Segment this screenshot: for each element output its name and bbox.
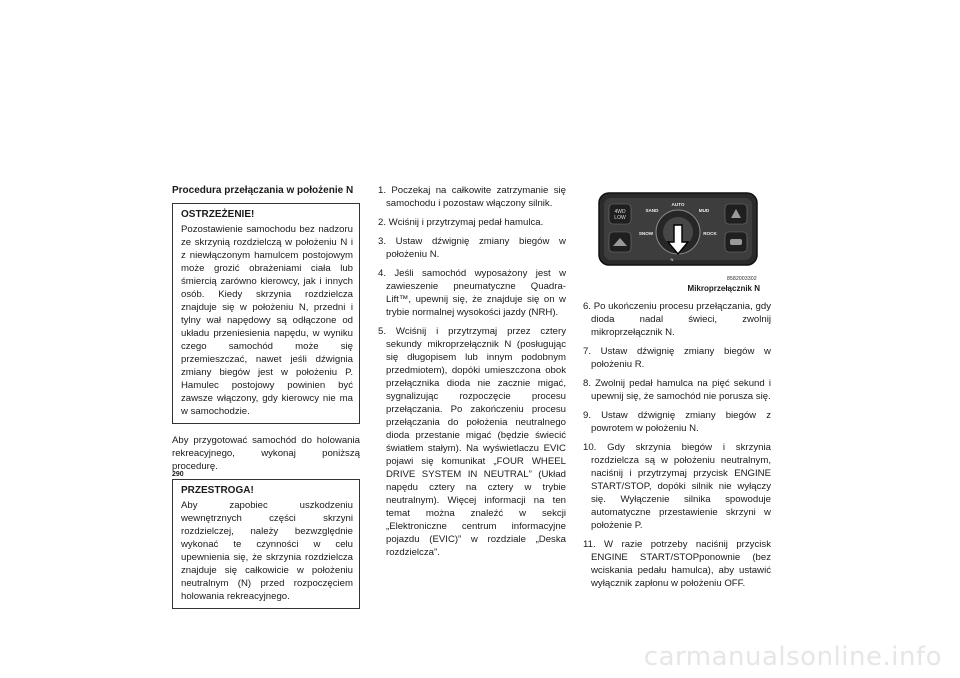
step-10: 10. Gdy skrzynia biegów i skrzynia rozdzielcza są w położeniu neutralnym, naciśnij i przytrzymaj przycisk ENGINE START/STOP, dopóki silnik nie wyłączy się. Wyłączenie silnika spowoduje automatyczne przestawienie skrzyni w położenie P. <box>583 442 771 531</box>
step-4: 4. Jeśli samochód wyposażony jest w zawieszenie pneumatyczne Quadra-Lift™, upewnij się, że znajduje się on w trybie normalnej wysokości jazdy (NRH). <box>378 268 566 318</box>
step-11: 11. W razie potrzeby naciśnij przycisk ENGINE START/STOPponownie (bez wciskania pedału hamulca), aby ustawić wyłącznik zapłonu w położeniu OFF. <box>583 539 771 589</box>
step-3: 3. Ustaw dźwignię zmiany biegów w położeniu N. <box>378 236 566 260</box>
mud-label: MUD <box>698 208 710 213</box>
low-label: LOW <box>614 215 626 221</box>
step-2: 2. Wciśnij i przytrzymaj pedał hamulca. <box>378 217 544 228</box>
left-column <box>172 184 360 619</box>
right-column <box>583 300 771 596</box>
watermark: carmanualsonline.info <box>643 642 942 672</box>
n-label: N <box>670 257 674 262</box>
warning-title: OSTRZEŻENIE! <box>181 209 255 220</box>
vehicle-height-icon <box>730 239 742 245</box>
step-1: 1. Poczekaj na całkowite zatrzymanie się samochodu i pozostaw włączony silnik. <box>378 185 566 209</box>
step-8: 8. Zwolnij pedał hamulca na pięć sekund i upewnij się, że samochód nie porusza się. <box>583 378 771 402</box>
step-7: 7. Ustaw dźwignię zmiany biegów w położeniu R. <box>583 346 771 370</box>
intro-paragraph: Aby przygotować samochód do holowania rekreacyjnego, wykonaj poniższą procedurę. <box>172 435 360 472</box>
mode-selector-illustration <box>598 192 758 266</box>
section-heading: Procedura przełączania w położenie N <box>172 185 354 196</box>
warning-text: Pozostawienie samochodu bez nadzoru ze skrzynią rozdzielczą w położeniu N i z niewłączonym hamulcem postojowym może grozić obrażeniami ciała lub śmiercią zarówno kierowcy, jak i innych osób. Kiedy skrzynia rozdzielcza znajduje się w położeniu N, przedni i tylny wał napędowy są odłączone od układu przeniesienia napędu, w wyniku czego samochód może się przemieszczać, nawet jeśli dźwignia zmiany biegów jest w położeniu P. Hamulec postojowy powinien być zawsze włączony, gdy kierowcy nie ma w samochodzie. <box>181 224 353 417</box>
step-9: 9. Ustaw dźwignię zmiany biegów z powrotem w położeniu N. <box>583 410 771 434</box>
sand-label: SAND <box>645 208 659 213</box>
step-5: 5. Wciśnij i przytrzymaj przez cztery sekundy mikroprzełącznik N (posługując się długopisem lub innym podobnym przedmiotem), dopóki umieszczona obok przełącznika dioda nie zacznie migać, sygnalizując rozpoczęcie procesu przełączania. Po zakończeniu procesu przełączania do położenia neutralnego dioda przestanie migać (będzie świecić światłem stałym). Na wyświetlaczu EVIC pojawi się komunikat „FOUR WHEEL DRIVE SYSTEM IN NEUTRAL” (Układ napędu cztery na cztery w trybie neutralnym). Więcej informacji na ten temat można znaleźć w sekcji „Elektroniczne centrum informacyjne pojazdu (EVIC)” w rozdziale „Deska rozdzielcza”. <box>378 326 566 558</box>
step-6: 6. Po ukończeniu procesu przełączania, gdy dioda nadal świeci, zwolnij mikroprzełącznik N. <box>583 301 771 338</box>
figure-caption: Mikroprzełącznik N <box>687 284 760 293</box>
caution-text: Aby zapobiec uszkodzeniu wewnętrznych części skrzyni rozdzielczej, należy bezwzględnie wykonać te czynności w celu upewnienia się, że skrzynia rozdzielcza znajduje się całkowicie w położeniu neutralnym (N) przed rozpoczęciem holowania rekreacyjnego. <box>181 500 353 602</box>
snow-label: SNOW <box>638 231 654 236</box>
auto-label: AUTO <box>671 202 685 207</box>
4wd-label: 4WD <box>614 209 626 215</box>
page-number: 290 <box>172 471 184 478</box>
figure-code: 8582003302 <box>727 276 757 282</box>
caution-box <box>172 479 360 609</box>
warning-box <box>172 203 360 424</box>
rock-label: ROCK <box>703 231 717 236</box>
caution-title: PRZESTROGA! <box>181 485 254 496</box>
middle-column <box>378 184 566 565</box>
